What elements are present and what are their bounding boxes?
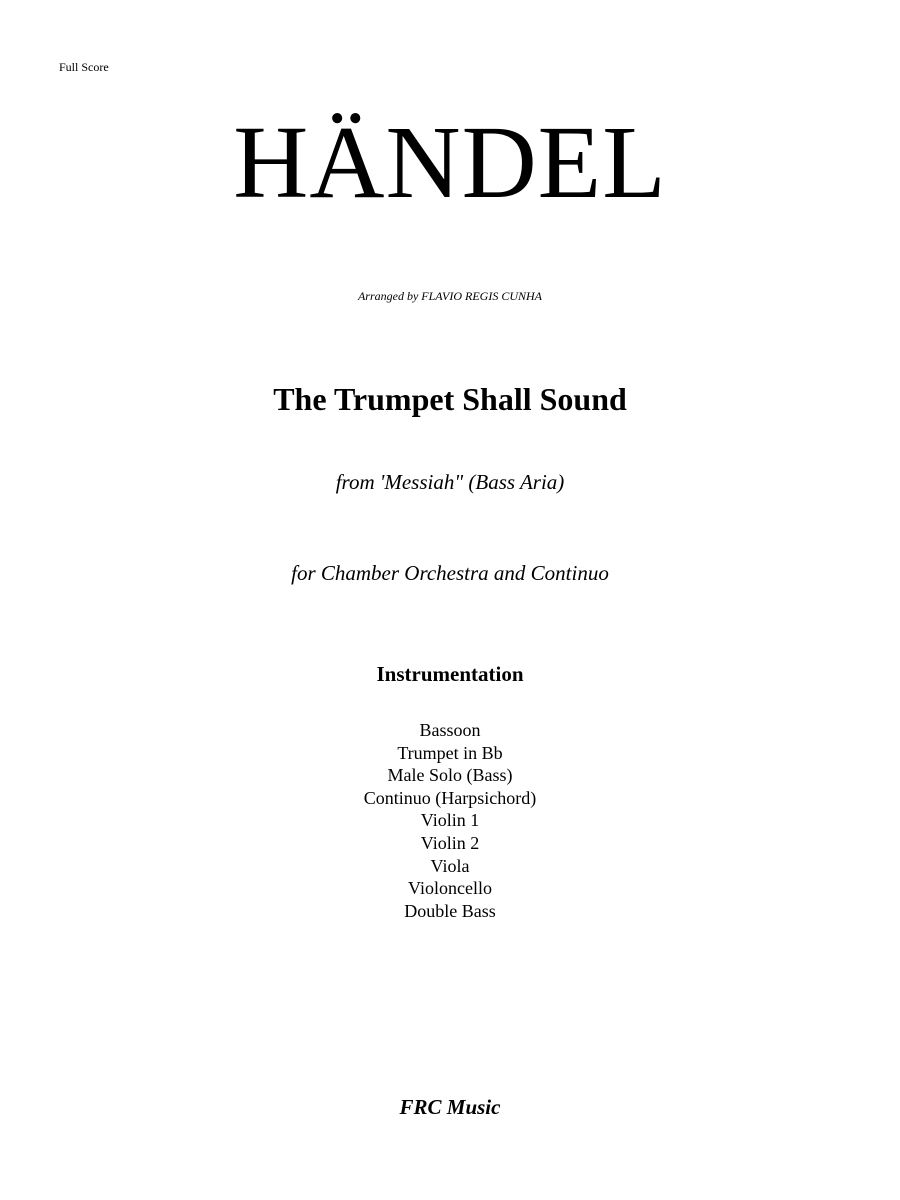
piece-title: The Trumpet Shall Sound (273, 381, 627, 417)
instrumentation-heading: Instrumentation (376, 662, 524, 686)
instrument-item: Male Solo (Bass) (387, 765, 513, 786)
full-score-label: Full Score (59, 60, 109, 74)
instrument-item: Double Bass (404, 900, 496, 921)
instrument-item: Violoncello (408, 878, 492, 899)
instrumentation-list (0, 719, 900, 922)
instrument-item: Viola (430, 855, 470, 876)
instrument-item: Violin 2 (420, 832, 480, 853)
instrument-item: Bassoon (419, 720, 481, 740)
arranger-credit: Arranged by FLAVIO REGIS CUNHA (357, 289, 543, 303)
instrument-item: Continuo (Harpsichord) (363, 787, 537, 808)
publisher-name: FRC Music (399, 1095, 501, 1119)
scoring-description: for Chamber Orchestra and Continuo (291, 561, 609, 585)
instrument-item: Violin 1 (420, 810, 480, 831)
instrument-item: Trumpet in Bb (397, 742, 503, 763)
composer-name: HÄNDEL (233, 105, 667, 220)
piece-subtitle: from 'Messiah" (Bass Aria) (335, 470, 565, 494)
